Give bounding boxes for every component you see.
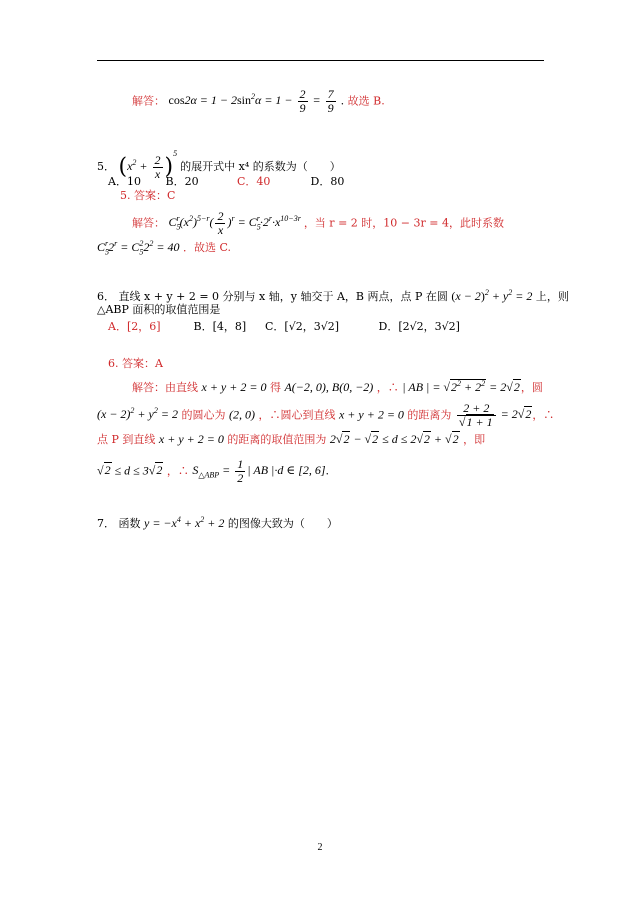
- q5-stem-text: 的展开式中 x⁴ 的系数为（ ）: [180, 160, 341, 173]
- q6-stem-line2: △ABP 面积的取值范围是: [97, 303, 221, 316]
- q6-solution-line2: $(x - 2)^2 + y^2 = 2$ 的圆心为 (2, 0) ，∴圆心到直线 x + y + 2 = 0 的距离为 $\frac{2 + 2}{√1 + 1}$ = 2√2，∴: [97, 401, 555, 429]
- q6-stem1: 直线 x + y + 2 = 0 分别与 x 轴，y 轴交于 A，B 两点，点 P 在圆: [118, 290, 448, 303]
- q5-number: 5．: [97, 160, 115, 173]
- q4-answer-label: 解答：: [132, 94, 165, 108]
- q6-sol-l2-c: 的距离为: [407, 408, 452, 422]
- q7-stem-line: [97, 513, 338, 531]
- q6-solution-line3: 点 P 到直线 x + y + 2 = 0 的距离的取值范围为 2√2 − √2 ≤ d ≤ 2√2 + √2 ，即: [97, 432, 486, 446]
- q6-sol-l2-a: 的圆心为: [181, 408, 226, 422]
- q5-sol-coefficient: $C_5^r2^r = C_5^22^2 = 40$: [97, 239, 180, 257]
- q5-sol-label: 解答：: [132, 216, 165, 230]
- q6-option-d: D．[2√2，3√2]: [378, 320, 460, 333]
- q5-answer: 5. 答案：C: [120, 189, 176, 202]
- q5-solution-line1: [132, 210, 504, 237]
- page-number: 2: [317, 842, 323, 853]
- q7-stem-b: 的图像大致为（ ）: [227, 517, 338, 530]
- q7-function: $y = -x^4 + x^2 + 2$: [144, 515, 225, 530]
- q7-stem-a: 函数: [118, 517, 141, 530]
- q5-option-c: C．40: [237, 175, 271, 188]
- q4-answer-tail: 故选 B.: [347, 94, 385, 108]
- header-rule: [97, 60, 544, 61]
- q5-option-d: D．80: [310, 175, 345, 188]
- q6-answer: 6. 答案：A: [108, 357, 163, 370]
- q5-option-b: B．20: [165, 175, 199, 188]
- q6-sol-l1-c: ，∴: [376, 381, 399, 394]
- q6-sol-l1-b: 得: [269, 381, 281, 394]
- q6-option-a: A．[2，6]: [108, 320, 161, 333]
- q4-answer-formula: $\cos 2\alpha = 1 - 2\sin^2\alpha = 1$ − $\frac{2}{9}$ = $\frac{7}{9}$: [168, 87, 334, 115]
- q6-circle-equation: $(x - 2)^2 + y^2 = 2$: [451, 288, 533, 303]
- q6-solution-line4: √2 ≤ d ≤ 3√2 ，∴ $S_{\triangle ABP}$ = $\frac{1}{2}$ | AB |·d ∈ [2, 6].: [97, 457, 330, 485]
- q5-expression: ($x^2$ + $\frac{2}{x}$ )$^5$: [118, 149, 178, 181]
- q6-stem-line1: [97, 286, 569, 304]
- q5-options: [108, 175, 344, 189]
- q5-solution-line2: [97, 237, 231, 259]
- q5-sol-mid: ，当 r = 2 时，10 − 3r = 4，此时系数: [303, 216, 504, 230]
- q6-sol-l4-a: ，∴: [166, 464, 189, 478]
- q6-number: 6．: [97, 290, 115, 303]
- q4-answer-line: 解答： $\cos 2\alpha = 1 - 2\sin^2\alpha = 1$ − $\frac{2}{9}$ = $\frac{7}{9}$ . 故选 B.: [132, 87, 385, 115]
- q6-sol-l2-b: ，∴圆心到直线: [258, 408, 336, 422]
- q6-options: [108, 320, 460, 334]
- q6-option-b: B．[4，8]: [193, 320, 247, 333]
- q6-solution-line1: 解答：由直线 x + y + 2 = 0 得 A(−2, 0), B(0, −2) ，∴ | AB | = $√2^2 + 2^2 = 2√2$，圆: [132, 379, 543, 394]
- q5-sol-formula: $C_5^r(x^2)^{5-r}$( $\frac{2}{x}$ )$^r = C_5^r\cdot 2^r\cdot x^{10-3r}$: [168, 209, 301, 237]
- q6-sol-l3-a: 点 P 到直线: [97, 433, 156, 446]
- q6-stem1-end: 上，则: [535, 290, 569, 303]
- q7-number: 7．: [97, 517, 115, 530]
- q6-option-c: C．[√2，3√2]: [265, 320, 340, 333]
- q6-sol-l1-a: 解答：由直线: [132, 381, 198, 394]
- q6-sol-l3-b: 的距离的取值范围为: [227, 433, 327, 446]
- q5-sol-end: ．故选 C.: [182, 241, 232, 254]
- q6-sol-l3-c: ，即: [463, 433, 486, 446]
- q5-option-a: A．10: [108, 175, 141, 188]
